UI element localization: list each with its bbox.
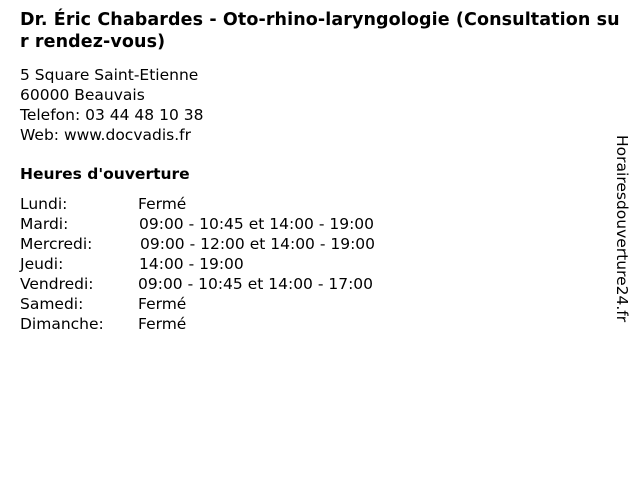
- day-hours: 14:00 - 19:00: [139, 255, 244, 273]
- day-label: Mardi:: [20, 215, 69, 233]
- day-hours: 09:00 - 10:45 et 14:00 - 17:00: [138, 275, 374, 293]
- day-hours: 09:00 - 10:45 et 14:00 - 19:00: [139, 215, 375, 233]
- opening-hours-heading: Heures d'ouverture: [20, 165, 190, 183]
- day-hours: Fermé: [138, 295, 187, 313]
- day-label: Mercredi:: [20, 235, 93, 253]
- day-label: Vendredi:: [20, 275, 94, 293]
- postal-city: 60000 Beauvais: [20, 86, 145, 104]
- day-hours: Fermé: [138, 315, 187, 333]
- address-block: [20, 65, 203, 145]
- phone-number: Telefon: 03 44 48 10 38: [20, 106, 204, 124]
- day-hours: Fermé: [138, 195, 187, 213]
- site-watermark: Horairesdouverture24.fr: [613, 135, 631, 323]
- website: Web: www.docvadis.fr: [20, 126, 191, 144]
- day-label: Dimanche:: [20, 315, 104, 333]
- day-hours: 09:00 - 12:00 et 14:00 - 19:00: [140, 235, 376, 253]
- day-label: Lundi:: [20, 195, 68, 213]
- street-address: 5 Square Saint-Etienne: [20, 66, 199, 84]
- day-label: Samedi:: [20, 295, 84, 313]
- day-label: Jeudi:: [20, 255, 64, 273]
- page-title: Dr. Éric Chabardes - Oto-rhino-laryngologie (Consultation sur rendez-vous): [20, 10, 620, 52]
